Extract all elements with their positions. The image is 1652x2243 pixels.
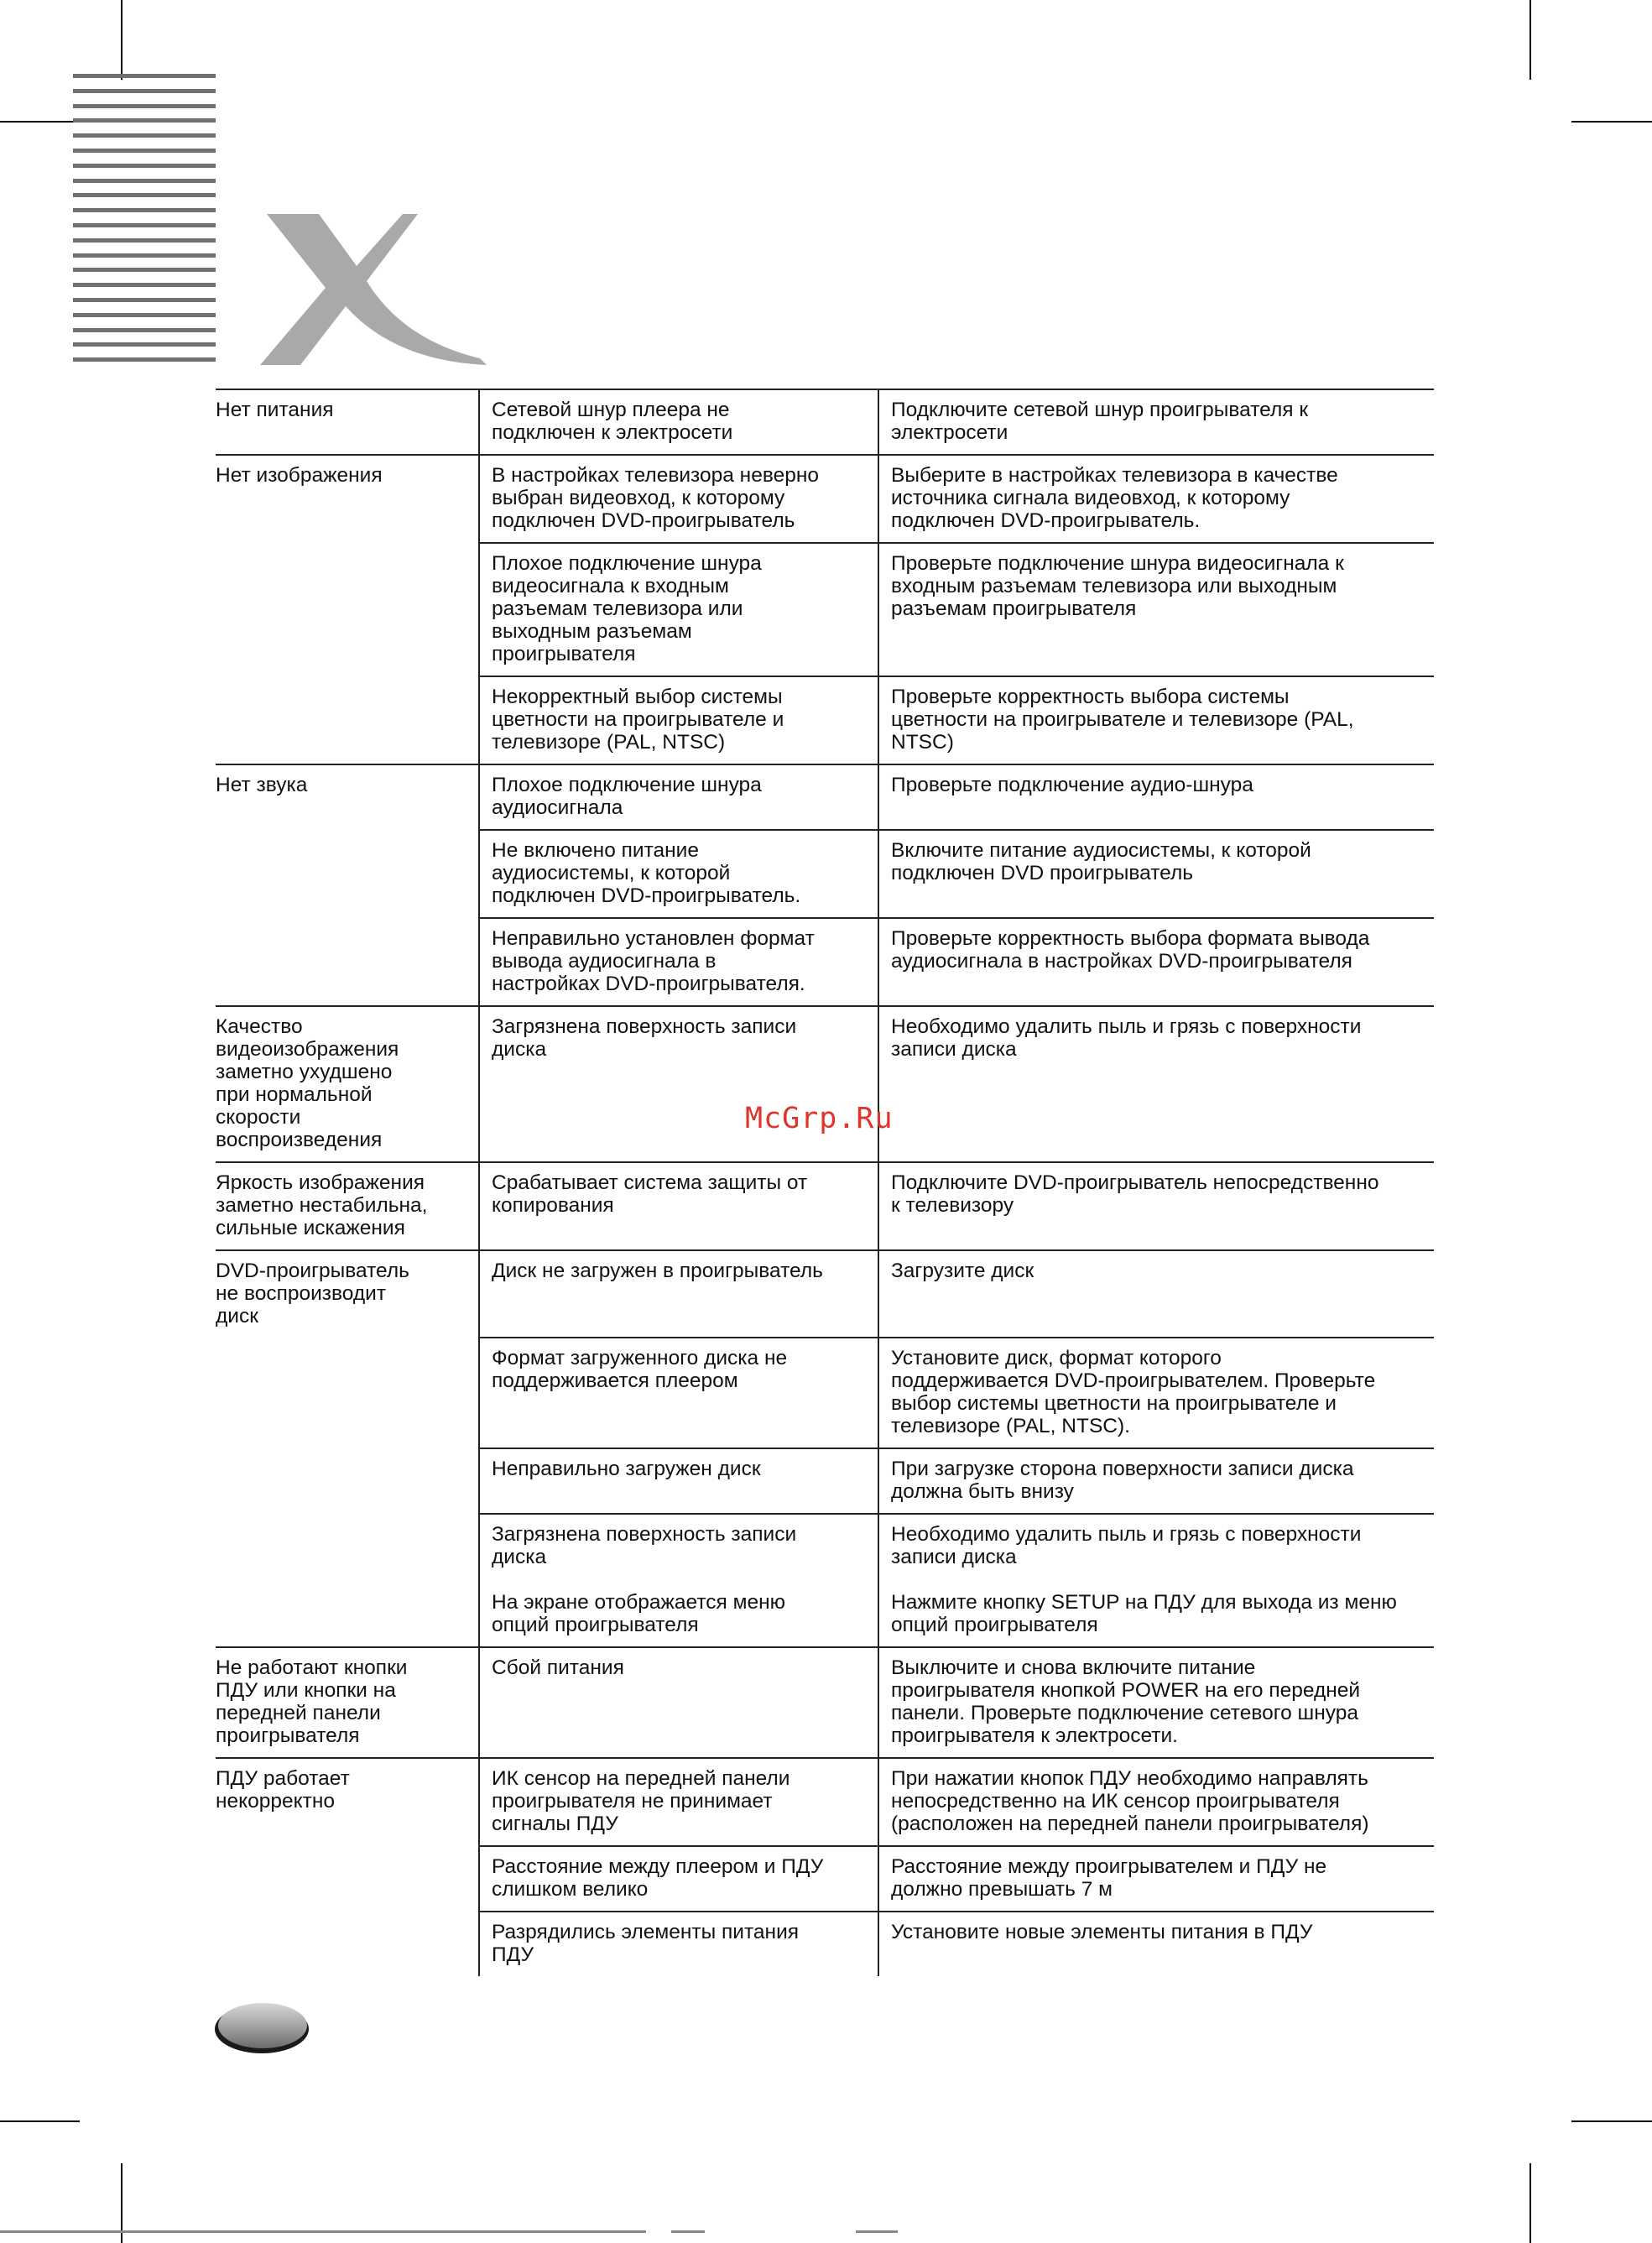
cause-cell: Разрядились элементы питания ПДУ <box>479 1912 878 1976</box>
table-row <box>216 1338 1434 1448</box>
crop-mark <box>1530 0 1531 80</box>
fix-cell: При нажатии кнопок ПДУ необходимо направлять непосредственно на ИК сенсор проигрывателя (расположен на передней панели проигрывателя) <box>878 1758 1434 1846</box>
fix-cell: Подключите DVD-проигрыватель непосредственно к телевизору <box>878 1162 1434 1250</box>
fix-cell: При загрузке сторона поверхности записи диска должна быть внизу <box>878 1448 1434 1514</box>
cause-cell: Диск не загружен в проигрыватель <box>479 1250 878 1338</box>
fault-cell <box>216 676 479 764</box>
cause-cell: Сбой питания <box>479 1647 878 1758</box>
header-stripe <box>73 179 216 183</box>
footer-line <box>671 2230 705 2233</box>
table-row <box>216 1758 1434 1846</box>
footer-line <box>0 2230 646 2233</box>
fault-cell <box>216 918 479 1006</box>
fix-cell: Подключите сетевой шнур проигрывателя к электросети <box>878 389 1434 455</box>
cause-cell: Плохое подключение шнура аудиосигнала <box>479 764 878 830</box>
crop-mark <box>1571 121 1652 123</box>
header-stripe <box>73 133 216 138</box>
crop-mark <box>1530 2163 1531 2243</box>
table-row <box>216 1514 1434 1647</box>
fix-cell: Проверьте подключение аудио-шнура <box>878 764 1434 830</box>
header-stripe <box>73 164 216 168</box>
table-row <box>216 764 1434 830</box>
table-row <box>216 1250 1434 1338</box>
header-stripe <box>73 149 216 153</box>
troubleshooting-table <box>216 389 1434 1976</box>
footer-line <box>856 2230 898 2233</box>
header-stripe <box>73 208 216 212</box>
cause-cell: В настройках телевизора неверно выбран видеовход, к которому подключен DVD-проигрыватель <box>479 455 878 543</box>
crop-mark <box>0 121 80 123</box>
cause-cell: Плохое подключение шнура видеосигнала к входным разъемам телевизора или выходным разъемам проигрывателя <box>479 543 878 676</box>
fault-cell <box>216 1338 479 1448</box>
table-row <box>216 1846 1434 1912</box>
header-stripe <box>73 313 216 317</box>
table-row <box>216 1912 1434 1976</box>
cause-cell: Срабатывает система защиты от копирования <box>479 1162 878 1250</box>
fault-cell <box>216 1448 479 1514</box>
header-stripe <box>73 89 216 93</box>
table-row <box>216 455 1434 543</box>
fix-cell: Установите новые элементы питания в ПДУ <box>878 1912 1434 1976</box>
fault-cell <box>216 830 479 918</box>
table-row <box>216 543 1434 676</box>
fix-cell: Проверьте корректность выбора системы цветности на проигрывателе и телевизоре (PAL, NTSC) <box>878 676 1434 764</box>
table-row <box>216 1162 1434 1250</box>
header-stripe <box>73 74 216 78</box>
fault-cell: ПДУ работает некорректно <box>216 1758 479 1846</box>
fix-cell: Установите диск, формат которого поддерживается DVD-проигрывателем. Проверьте выбор системы цветности на проигрывателе и телевизоре (PAL, NTSC). <box>878 1338 1434 1448</box>
fix-cell: Необходимо удалить пыль и грязь с поверхности записи диска <box>878 1006 1434 1162</box>
table-row <box>216 676 1434 764</box>
cause-cell: Загрязнена поверхность записи диска На экране отображается меню опций проигрывателя <box>479 1514 878 1647</box>
cause-cell: Загрязнена поверхность записи диска <box>479 1006 878 1162</box>
crop-mark <box>1571 2120 1652 2122</box>
header-stripe <box>73 298 216 302</box>
fault-cell: Яркость изображения заметно нестабильна, сильные искажения <box>216 1162 479 1250</box>
header-stripe <box>73 238 216 243</box>
fix-cell: Необходимо удалить пыль и грязь с поверхности записи диска Нажмите кнопку SETUP на ПДУ для выхода из меню опций проигрывателя <box>878 1514 1434 1647</box>
header-stripe <box>73 104 216 108</box>
header-stripe <box>73 253 216 258</box>
fault-cell: DVD-проигрыватель не воспроизводит диск <box>216 1250 479 1338</box>
header-stripe <box>73 268 216 272</box>
fix-cell: Проверьте подключение шнура видеосигнала к входным разъемам телевизора или выходным разъемам проигрывателя <box>878 543 1434 676</box>
header-stripe <box>73 118 216 123</box>
fault-cell <box>216 1912 479 1976</box>
watermark-text: McGrp.Ru <box>745 1102 894 1135</box>
cause-cell: Формат загруженного диска не поддерживается плеером <box>479 1338 878 1448</box>
header-stripe <box>73 328 216 332</box>
header-stripe <box>73 223 216 227</box>
x-brand-logo-icon <box>260 214 487 365</box>
fix-cell: Выберите в настройках телевизора в качестве источника сигнала видеовход, к которому подключен DVD-проигрыватель. <box>878 455 1434 543</box>
fault-cell: Нет питания <box>216 389 479 455</box>
cause-cell: Неправильно загружен диск <box>479 1448 878 1514</box>
cause-cell: Некорректный выбор системы цветности на проигрывателе и телевизоре (PAL, NTSC) <box>479 676 878 764</box>
cause-cell: Сетевой шнур плеера не подключен к электросети <box>479 389 878 455</box>
table-row <box>216 389 1434 455</box>
table-row <box>216 1647 1434 1758</box>
table-row <box>216 830 1434 918</box>
crop-mark <box>121 0 122 80</box>
header-stripe <box>73 283 216 287</box>
fault-cell: Нет звука <box>216 764 479 830</box>
fix-cell: Выключите и снова включите питание проигрывателя кнопкой POWER на его передней панели. Проверьте подключение сетевого шнура проигрывателя к электросети. <box>878 1647 1434 1758</box>
fault-cell: Нет изображения <box>216 455 479 543</box>
fix-cell: Включите питание аудиосистемы, к которой подключен DVD проигрыватель <box>878 830 1434 918</box>
header-stripe <box>73 357 216 362</box>
fault-cell: Качество видеоизображения заметно ухудшено при нормальной скорости воспроизведения <box>216 1006 479 1162</box>
fault-cell <box>216 1846 479 1912</box>
cause-cell: Расстояние между плеером и ПДУ слишком велико <box>479 1846 878 1912</box>
table-row <box>216 1006 1434 1162</box>
cause-cell: Не включено питание аудиосистемы, к которой подключен DVD-проигрыватель. <box>479 830 878 918</box>
fault-cell: Не работают кнопки ПДУ или кнопки на передней панели проигрывателя <box>216 1647 479 1758</box>
table-row <box>216 918 1434 1006</box>
crop-mark <box>0 2120 80 2122</box>
page-number-oval-icon <box>212 2000 311 2055</box>
header-stripe <box>73 193 216 197</box>
cause-cell: Неправильно установлен формат вывода аудиосигнала в настройках DVD-проигрывателя. <box>479 918 878 1006</box>
cause-cell: ИК сенсор на передней панели проигрывателя не принимает сигналы ПДУ <box>479 1758 878 1846</box>
fix-cell: Проверьте корректность выбора формата вывода аудиосигнала в настройках DVD-проигрывателя <box>878 918 1434 1006</box>
header-stripe <box>73 342 216 347</box>
fix-cell: Расстояние между проигрывателем и ПДУ не должно превышать 7 м <box>878 1846 1434 1912</box>
fault-cell <box>216 543 479 676</box>
table-row <box>216 1448 1434 1514</box>
header-stripes <box>73 74 216 363</box>
fault-cell <box>216 1514 479 1647</box>
fix-cell: Загрузите диск <box>878 1250 1434 1338</box>
